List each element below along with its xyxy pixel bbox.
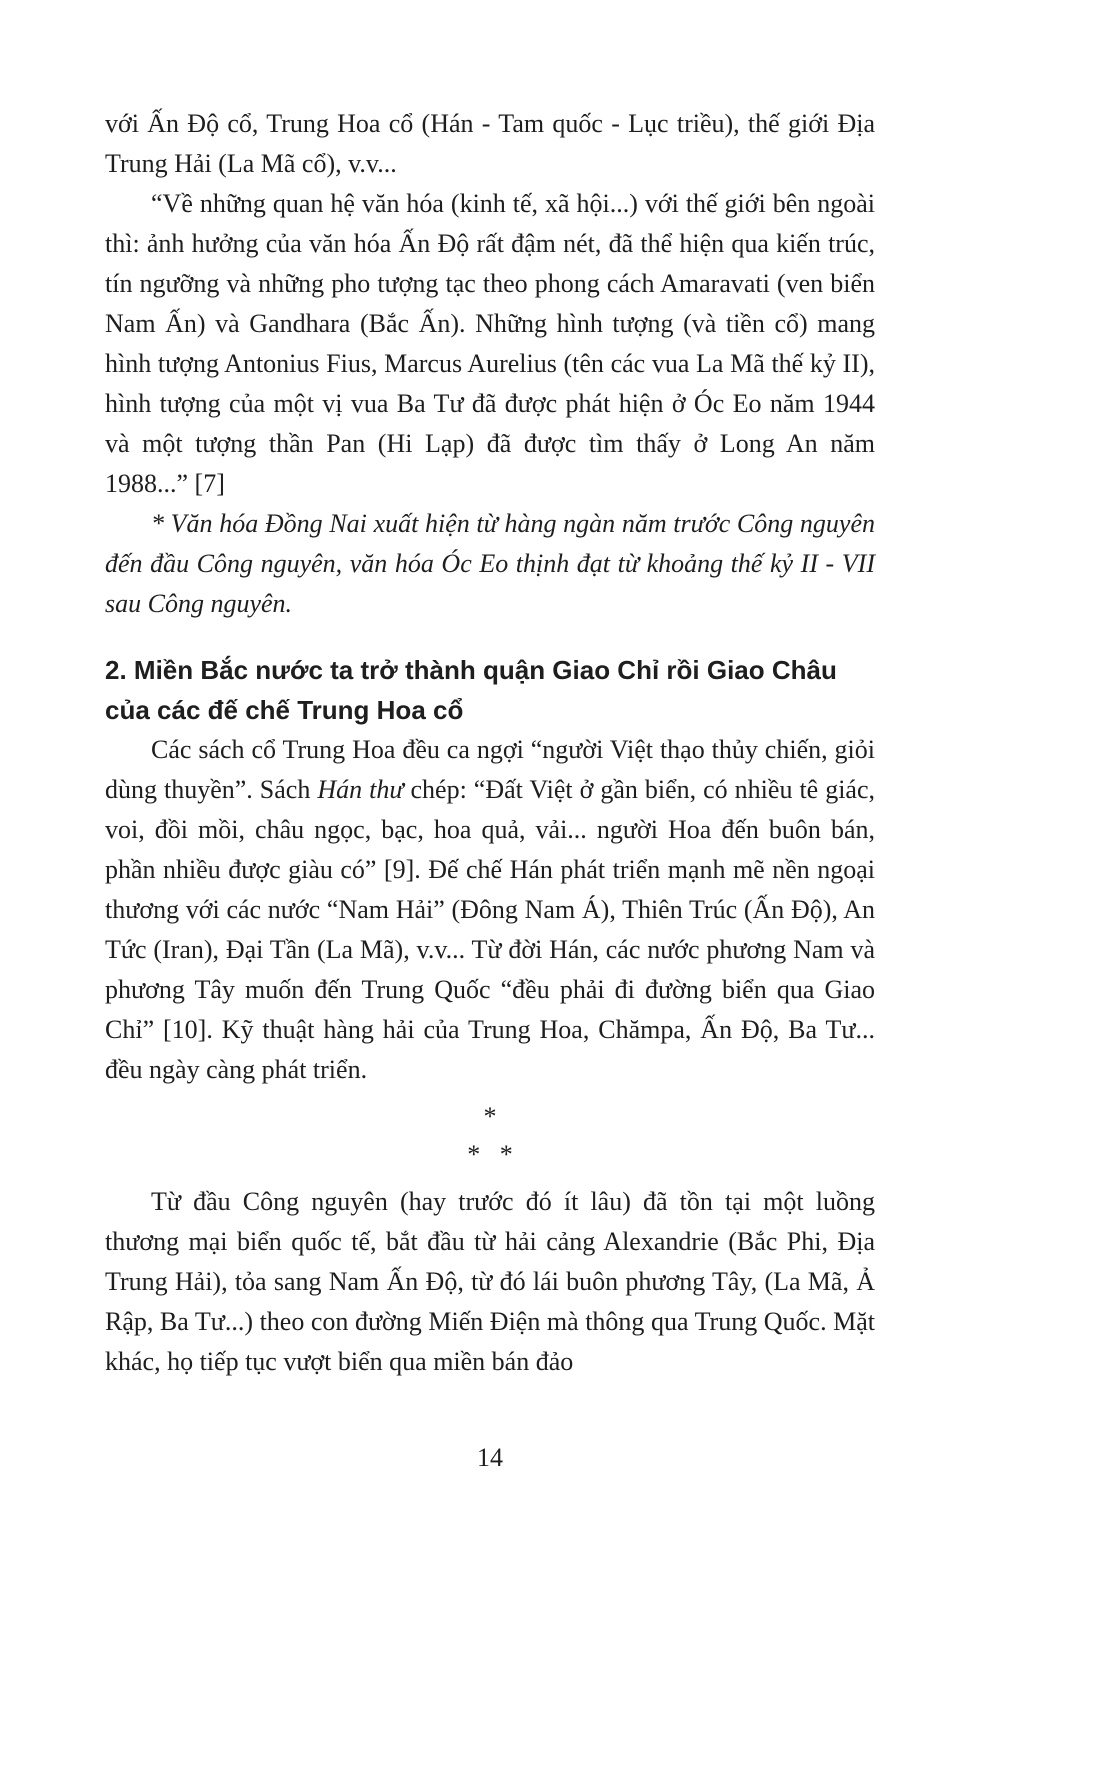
book-title-han-thu: Hán thư bbox=[317, 775, 404, 804]
section-paragraph bbox=[105, 730, 875, 1090]
section-paragraph-text-2: chép: “Đất Việt ở gần biển, có nhiều tê giác, voi, đồi mồi, châu ngọc, bạc, hoa quả, vải... người Hoa đến buôn bán, phần nhiều được giàu có” [9]. Đế chế Hán phát triển mạnh mẽ nền ngoại thương với các nước “Nam Hải” (Đông Nam Á), Thiên Trúc (Ấn Độ), An Tức (Iran), Đại Tần (La Mã), v.v... Từ đời Hán, các nước phương Nam và phương Tây muốn đến Trung Quốc “đều phải đi đường biển qua Giao Chỉ” [10]. Kỹ thuật hàng hải của Trung Hoa, Chămpa, Ấn Độ, Ba Tư... đều ngày càng phát triển. bbox=[105, 775, 875, 1084]
culture-quote-paragraph: “Về những quan hệ văn hóa (kinh tế, xã hội...) với thế giới bên ngoài thì: ảnh hưởng của văn hóa Ấn Độ rất đậm nét, đã thể hiện qua kiến trúc, tín ngưỡng và những pho tượng tạc theo phong cách Amaravati (ven biển Nam Ấn) và Gandhara (Bắc Ấn). Những hình tượng (và tiền cổ) mang hình tượng Antonius Fius, Marcus Aurelius (tên các vua La Mã thế kỷ II), hình tượng của một vị vua Ba Tư đã được phát hiện ở Óc Eo năm 1944 và một tượng thần Pan (Hi Lạp) đã được tìm thấy ở Long An năm 1988...” [7] bbox=[105, 189, 875, 498]
separator-asterisks-bottom: * * bbox=[467, 1140, 513, 1169]
section-separator bbox=[105, 1098, 875, 1174]
footnote-paragraph: * Văn hóa Đồng Nai xuất hiện từ hàng ngàn năm trước Công nguyên đến đầu Công nguyên, văn hóa Óc Eo thịnh đạt từ khoảng thế kỷ II - VII sau Công nguyên. bbox=[105, 509, 875, 618]
continuation-paragraph: với Ấn Độ cổ, Trung Hoa cổ (Hán - Tam quốc - Lục triều), thế giới Địa Trung Hải (La Mã cổ), v.v... bbox=[105, 109, 875, 178]
section-paragraph-text-1: Các sách cổ Trung Hoa đều ca ngợi “người Việt thạo thủy chiến, giỏi dùng thuyền”. Sách bbox=[105, 735, 875, 804]
page-number: 14 bbox=[477, 1443, 503, 1472]
section-heading: 2. Miền Bắc nước ta trở thành quận Giao Chỉ rồi Giao Châu của các đế chế Trung Hoa cổ bbox=[105, 655, 837, 725]
closing-paragraph: Từ đầu Công nguyên (hay trước đó ít lâu) đã tồn tại một luồng thương mại biển quốc tế, bắt đầu từ hải cảng Alexandrie (Bắc Phi, Địa Trung Hải), tỏa sang Nam Ấn Độ, từ đó lái buôn phương Tây, (La Mã, Ả Rập, Ba Tư...) theo con đường Miến Điện mà thông qua Trung Quốc. Mặt khác, họ tiếp tục vượt biển qua miền bán đảo bbox=[105, 1187, 875, 1376]
separator-asterisk-top: * bbox=[483, 1102, 497, 1131]
page-content bbox=[105, 104, 875, 1382]
